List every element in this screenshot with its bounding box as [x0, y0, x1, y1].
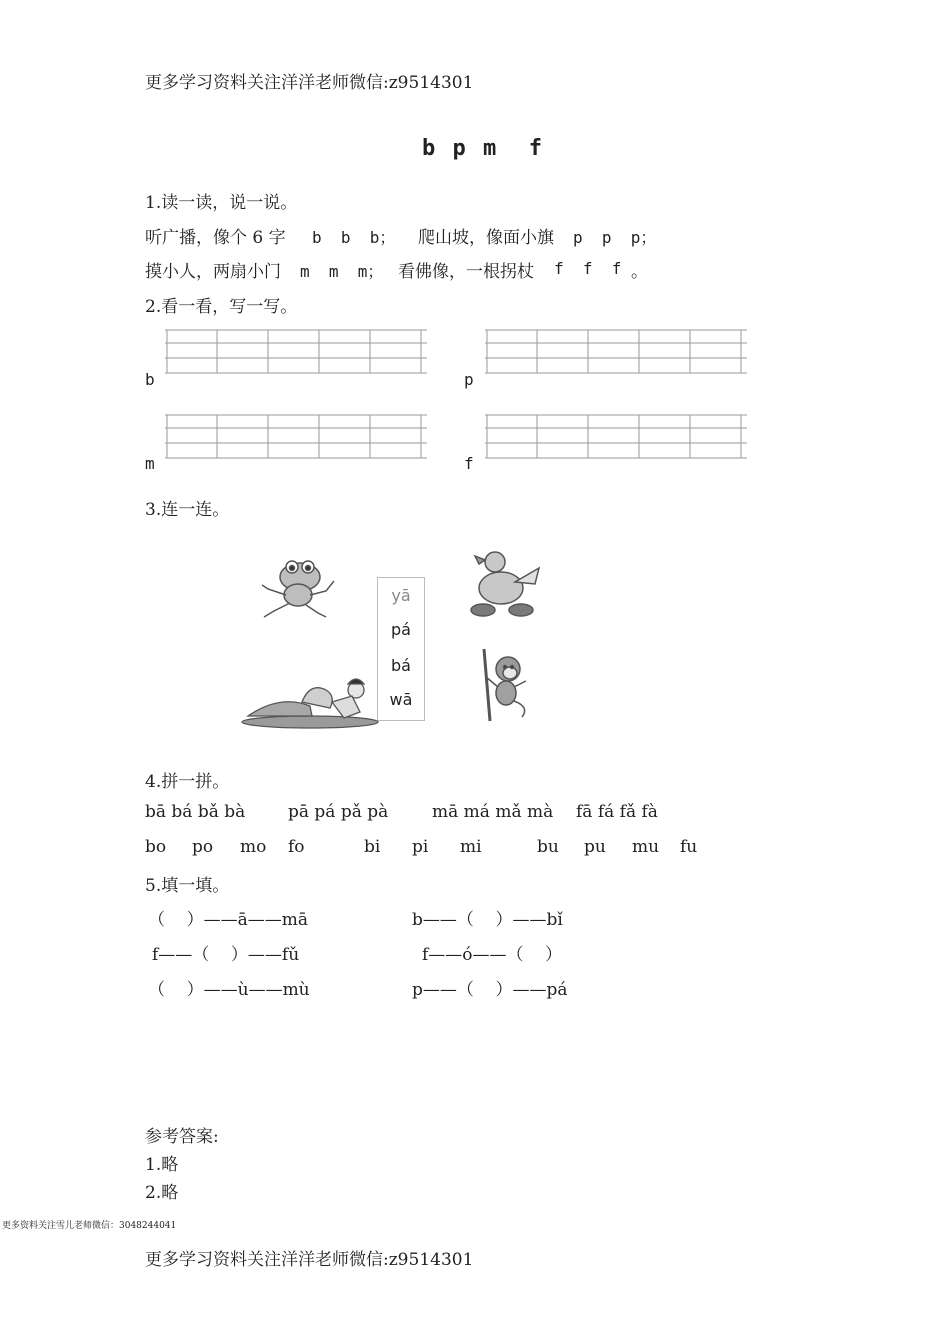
q1-line2-b: m m m；: [300, 262, 384, 281]
writing-grid-p[interactable]: [485, 328, 747, 376]
pinyin-word-box: [377, 577, 425, 721]
grid-label-p: p: [464, 370, 474, 389]
q4-row1-p: pā pá pǎ pà: [288, 802, 389, 822]
q2-heading: 2.看一看，写一写。: [145, 297, 298, 317]
q1-line1-d: p p p；: [573, 228, 657, 247]
q1-line1-a: 听广播，像个 6 字: [145, 228, 286, 248]
duck-picture[interactable]: [463, 548, 543, 620]
answers-heading: 参考答案:: [145, 1127, 219, 1147]
q5-blank-item[interactable]: f——（ ）——fǔ: [152, 945, 300, 965]
word-ya[interactable]: yā: [391, 586, 411, 605]
grid-label-b: b: [145, 370, 155, 389]
q4-row2-item: bu: [537, 837, 559, 857]
q4-row2-item: fu: [680, 837, 698, 857]
q4-row2-item: mo: [240, 837, 267, 857]
q1-line1-b: b b b；: [312, 228, 396, 247]
q5-blank-item[interactable]: b——（ ）——bǐ: [412, 910, 563, 930]
q5-heading: 5.填一填。: [145, 876, 230, 896]
grid-label-m: m: [145, 454, 155, 473]
answer-line: 1.略: [145, 1155, 179, 1175]
q4-row2-item: bo: [145, 837, 167, 857]
writing-grid-f[interactable]: [485, 413, 747, 461]
writing-grid-m[interactable]: [165, 413, 427, 461]
boy-pulling-radish-picture[interactable]: [240, 672, 380, 730]
q5-blank-item[interactable]: （ ）——ù——mù: [148, 980, 310, 1000]
q1-heading: 1.读一读，说一说。: [145, 193, 298, 213]
q1-line1-c: 爬山坡，像面小旗: [418, 228, 554, 248]
q4-row2-item: pi: [412, 837, 429, 857]
q5-blank-item[interactable]: f——ó——（ ）: [422, 945, 563, 965]
small-watermark-text: 更多资料关注雪儿老师微信：3048244041: [2, 1221, 177, 1231]
q5-blank-item[interactable]: p——（ ）——pá: [412, 980, 568, 1000]
answer-line: 2.略: [145, 1183, 179, 1203]
word-wa[interactable]: wā: [389, 690, 413, 709]
header-text: 更多学习资料关注洋洋老师微信:z9514301: [145, 73, 474, 93]
q4-row1-m: mā má mǎ mà: [432, 802, 554, 822]
word-ba[interactable]: bá: [391, 656, 411, 675]
grid-label-f: f: [464, 454, 474, 473]
q1-line2-a: 摸小人，两扇小门: [145, 262, 281, 282]
q4-row2-item: mu: [632, 837, 660, 857]
q4-row1-b: bā bá bǎ bà: [145, 802, 246, 822]
q1-line2-c: 看佛像，一根拐杖: [398, 262, 534, 282]
q3-heading: 3.连一连。: [145, 500, 230, 520]
q4-row2-item: po: [192, 837, 214, 857]
q4-row2-item: pu: [584, 837, 606, 857]
q4-row2-item: bi: [364, 837, 381, 857]
q4-row1-f: fā fá fǎ fà: [576, 802, 658, 822]
word-pa[interactable]: pá: [391, 620, 411, 639]
q4-row2-item: fo: [288, 837, 305, 857]
q4-row2-item: mi: [460, 837, 482, 857]
writing-grid-b[interactable]: [165, 328, 427, 376]
q1-line2-d: f f f: [554, 259, 622, 278]
monkey-climbing-picture[interactable]: [470, 647, 534, 723]
page-title: b p m f: [422, 136, 544, 161]
footer-text: 更多学习资料关注洋洋老师微信:z9514301: [145, 1250, 474, 1270]
q4-heading: 4.拼一拼。: [145, 772, 230, 792]
q5-blank-item[interactable]: （ ）——ā——mā: [148, 910, 309, 930]
frog-picture[interactable]: [258, 555, 340, 621]
q1-line2-period: 。: [631, 262, 648, 282]
